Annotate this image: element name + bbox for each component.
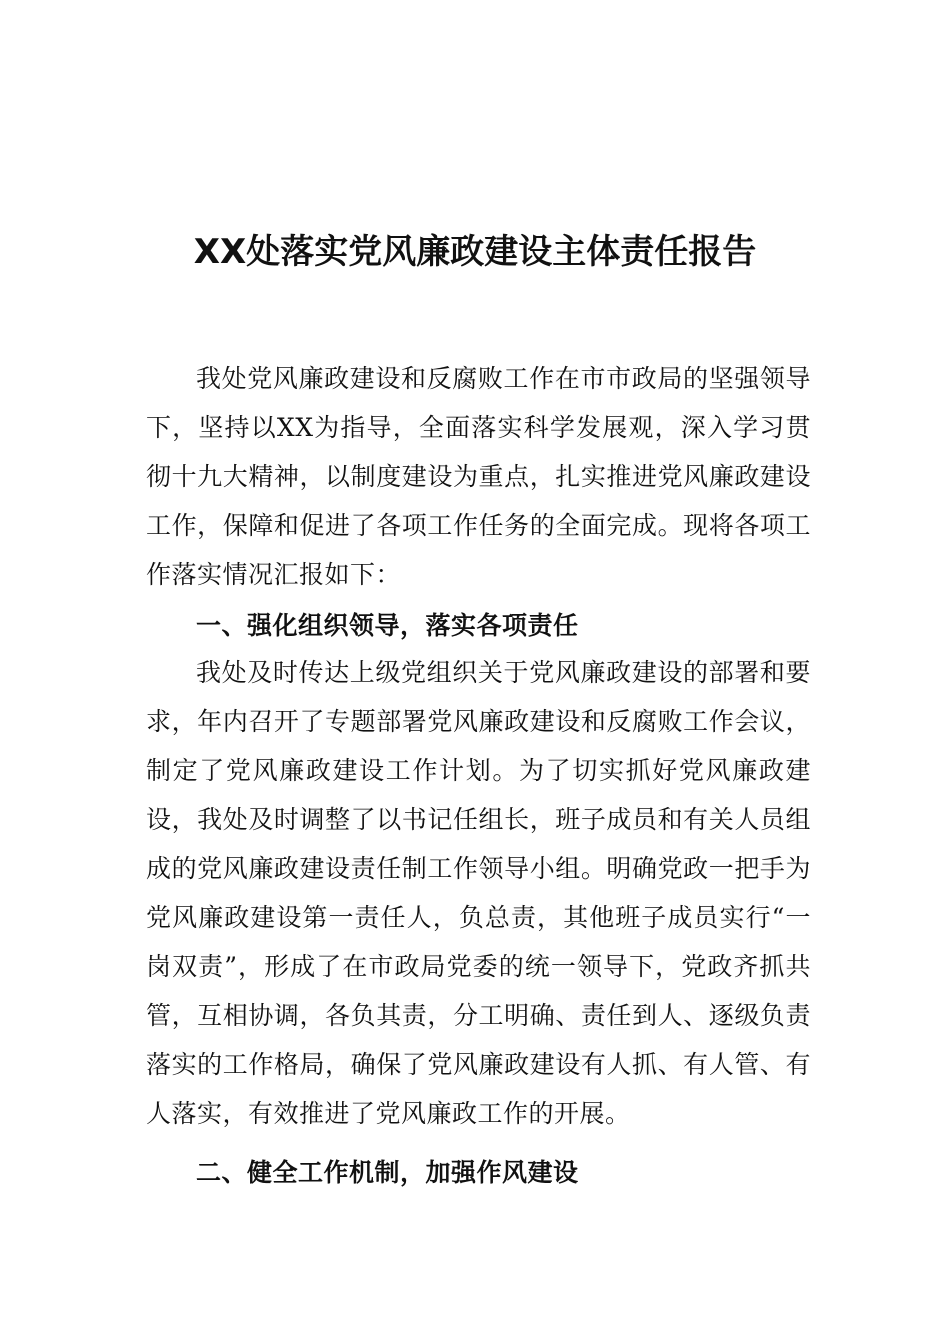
section-2-heading: 二、健全工作机制，加强作风建设 — [196, 1158, 579, 1187]
intro-paragraph: 我处党风廉政建设和反腐败工作在市市政局的坚强领导下，坚持以XX为指导，全面落实科学发展观，深入学习贯彻十九大精神，以制度建设为重点，扎实推进党风廉政建设工作，保障和促进了各项工作任务的全面完成。现将各项工作落实情况汇报如下： — [146, 364, 811, 589]
section-1-paragraph: 我处及时传达上级党组织关于党风廉政建设的部署和要求，年内召开了专题部署党风廉政建设和反腐败工作会议，制定了党风廉政建设工作计划。为了切实抓好党风廉政建设，我处及时调整了以书记任组长，班子成员和有关人员组成的党风廉政建设责任制工作领导小组。明确党政一把手为党风廉政建设第一责任人，负总责，其他班子成员实行“一岗双责”，形成了在市政局党委的统一领导下，党政齐抓共管，互相协调，各负其责，分工明确、责任到人、逐级负责落实的工作格局，确保了党风廉政建设有人抓、有人管、有人落实，有效推进了党风廉政工作的开展。 — [146, 658, 811, 1128]
document-title: XX处落实党风廉政建设主体责任报告 — [193, 232, 757, 272]
section-1-heading: 一、强化组织领导，落实各项责任 — [196, 611, 579, 640]
